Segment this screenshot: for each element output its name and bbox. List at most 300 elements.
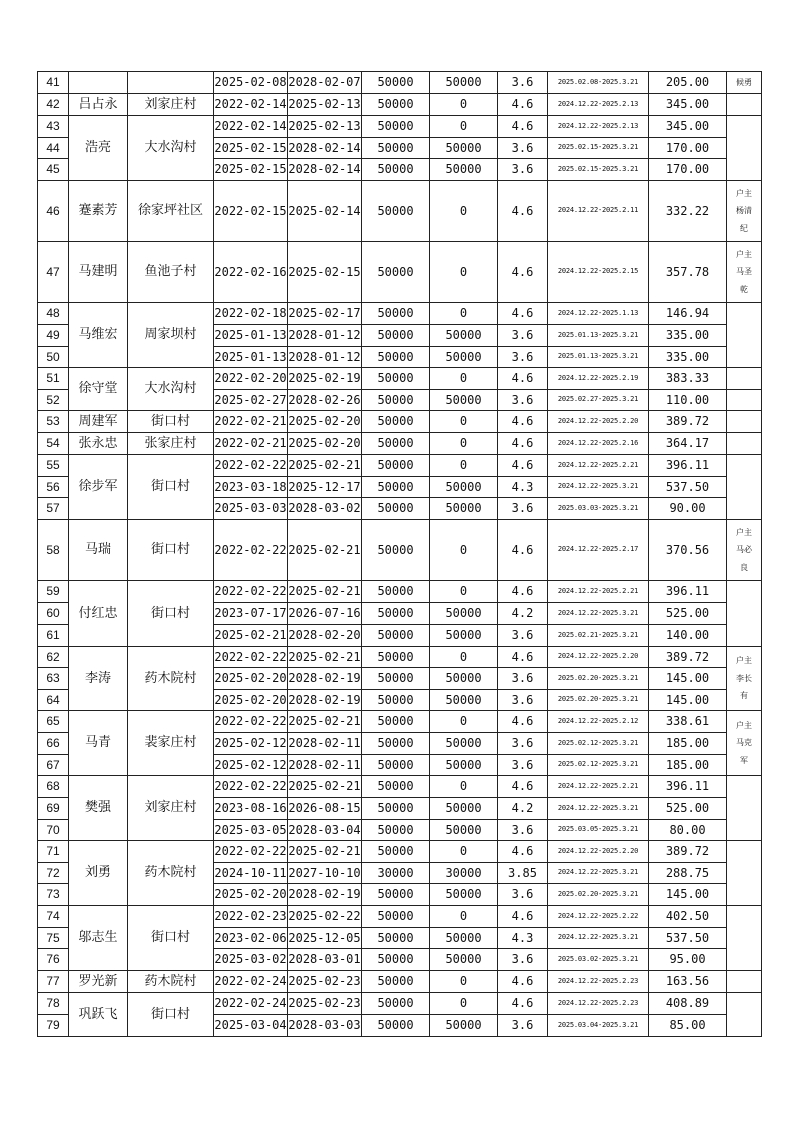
loan-amount: 50000: [362, 498, 430, 520]
interest-amount: 332.22: [649, 181, 727, 242]
remark-line: 马必: [736, 545, 752, 555]
interest-rate: 4.6: [498, 520, 548, 581]
interest-amount: 145.00: [649, 884, 727, 906]
table-row: [38, 993, 762, 1015]
borrower-name: 李涛: [69, 647, 128, 711]
interest-period: 2024.12.22-2025.1.13: [548, 303, 649, 325]
table-row: [38, 711, 762, 733]
interest-amount: 396.11: [649, 776, 727, 798]
remark-line: 杨清: [736, 206, 752, 216]
table-row: [38, 841, 762, 863]
row-number: 41: [38, 72, 69, 94]
interest-period: 2025.01.13-2025.3.21: [548, 325, 649, 347]
loan-amount: 50000: [362, 798, 430, 820]
table-row: [38, 411, 762, 433]
loan-start-date: 2022-02-22: [214, 647, 288, 668]
row-number: 69: [38, 798, 69, 820]
row-number: 49: [38, 325, 69, 347]
interest-amount: 288.75: [649, 863, 727, 884]
remark: [727, 72, 762, 94]
borrower-name: 吕占永: [69, 94, 128, 116]
interest-rate: 4.3: [498, 477, 548, 498]
loan-end-date: 2028-02-14: [288, 159, 362, 181]
loan-end-date: 2025-02-21: [288, 581, 362, 603]
row-number: 73: [38, 884, 69, 906]
loan-start-date: 2022-02-22: [214, 520, 288, 581]
interest-rate: 4.6: [498, 181, 548, 242]
table-row: [38, 181, 762, 242]
loan-balance: 0: [430, 181, 498, 242]
loan-amount: 50000: [362, 72, 430, 94]
loan-amount: 50000: [362, 690, 430, 711]
table-row: [38, 116, 762, 138]
loan-amount: 50000: [362, 668, 430, 690]
loan-amount: 50000: [362, 433, 430, 455]
loan-end-date: 2028-03-04: [288, 820, 362, 841]
loan-balance: 0: [430, 433, 498, 455]
interest-period: 2024.12.22-2025.3.21: [548, 477, 649, 498]
loan-amount: 50000: [362, 368, 430, 390]
interest-period: 2024.12.22-2025.3.21: [548, 798, 649, 820]
interest-rate: 3.6: [498, 347, 548, 368]
interest-rate: 4.6: [498, 841, 548, 863]
row-number: 54: [38, 433, 69, 455]
loan-start-date: 2022-02-24: [214, 993, 288, 1015]
row-number: 56: [38, 477, 69, 498]
row-number: 59: [38, 581, 69, 603]
loan-end-date: 2025-02-22: [288, 906, 362, 928]
loan-start-date: 2025-03-04: [214, 1015, 288, 1037]
row-number: 44: [38, 138, 69, 159]
loan-start-date: 2022-02-15: [214, 181, 288, 242]
village-name: 街口村: [128, 411, 214, 433]
interest-rate: 4.2: [498, 603, 548, 625]
loan-start-date: 2022-02-23: [214, 906, 288, 928]
village-name: 裴家庄村: [128, 711, 214, 776]
remark: [727, 368, 762, 390]
interest-amount: 537.50: [649, 477, 727, 498]
remark-line: 乾: [740, 284, 748, 294]
loan-balance: 50000: [430, 668, 498, 690]
loan-start-date: 2022-02-18: [214, 303, 288, 325]
loan-balance: 0: [430, 776, 498, 798]
loan-amount: 50000: [362, 647, 430, 668]
loan-balance: 0: [430, 647, 498, 668]
interest-amount: 408.89: [649, 993, 727, 1015]
loan-start-date: 2025-02-21: [214, 625, 288, 647]
interest-period: 2024.12.22-2025.2.21: [548, 776, 649, 798]
loan-amount: 50000: [362, 776, 430, 798]
row-number: 79: [38, 1015, 69, 1037]
interest-amount: 95.00: [649, 949, 727, 971]
loan-end-date: 2028-02-26: [288, 390, 362, 411]
loan-start-date: 2023-02-06: [214, 928, 288, 949]
table-body: [38, 72, 762, 1037]
loan-end-date: 2025-02-19: [288, 368, 362, 390]
borrower-name: 徐守堂: [69, 368, 128, 411]
loan-start-date: 2022-02-22: [214, 776, 288, 798]
loan-start-date: 2025-02-20: [214, 668, 288, 690]
interest-period: 2024.12.22-2025.2.23: [548, 993, 649, 1015]
interest-period: 2025.03.05-2025.3.21: [548, 820, 649, 841]
loan-amount: 30000: [362, 863, 430, 884]
loan-balance: 50000: [430, 325, 498, 347]
table-row: [38, 971, 762, 993]
interest-rate: 4.6: [498, 647, 548, 668]
remark: [727, 181, 762, 242]
loan-end-date: 2025-02-21: [288, 841, 362, 863]
interest-rate: 3.85: [498, 863, 548, 884]
loan-amount: 50000: [362, 347, 430, 368]
remark-line: 纪: [740, 223, 748, 233]
loan-end-date: 2028-02-19: [288, 668, 362, 690]
row-number: 67: [38, 755, 69, 776]
loan-amount: 50000: [362, 138, 430, 159]
interest-rate: 3.6: [498, 625, 548, 647]
remark: [727, 841, 762, 906]
loan-balance: 50000: [430, 72, 498, 94]
remark: [727, 242, 762, 303]
row-number: 75: [38, 928, 69, 949]
loan-balance: 0: [430, 993, 498, 1015]
remark: [727, 520, 762, 581]
borrower-name: 浩亮: [69, 116, 128, 181]
interest-period: 2025.03.02-2025.3.21: [548, 949, 649, 971]
borrower-name: 马瑞: [69, 520, 128, 581]
interest-rate: 4.3: [498, 928, 548, 949]
interest-period: 2025.02.08-2025.3.21: [548, 72, 649, 94]
loan-start-date: 2025-03-05: [214, 820, 288, 841]
loan-balance: 50000: [430, 477, 498, 498]
remark: [727, 433, 762, 455]
row-number: 51: [38, 368, 69, 390]
loan-end-date: 2025-02-13: [288, 116, 362, 138]
loan-end-date: 2026-08-15: [288, 798, 362, 820]
table-row: [38, 94, 762, 116]
interest-period: 2025.02.21-2025.3.21: [548, 625, 649, 647]
loan-end-date: 2028-02-14: [288, 138, 362, 159]
interest-rate: 4.2: [498, 798, 548, 820]
interest-rate: 4.6: [498, 993, 548, 1015]
loan-balance: 50000: [430, 755, 498, 776]
loan-start-date: 2023-03-18: [214, 477, 288, 498]
borrower-name: 刘勇: [69, 841, 128, 906]
interest-amount: 85.00: [649, 1015, 727, 1037]
borrower-name: [69, 72, 128, 94]
village-name: 鱼池子村: [128, 242, 214, 303]
loan-end-date: 2025-02-21: [288, 776, 362, 798]
row-number: 45: [38, 159, 69, 181]
interest-amount: 90.00: [649, 498, 727, 520]
loan-start-date: 2025-02-20: [214, 884, 288, 906]
loan-end-date: 2028-02-19: [288, 690, 362, 711]
loan-balance: 50000: [430, 798, 498, 820]
borrower-name: 马青: [69, 711, 128, 776]
loan-balance: 0: [430, 411, 498, 433]
loan-start-date: 2025-02-27: [214, 390, 288, 411]
interest-amount: 80.00: [649, 820, 727, 841]
borrower-name: 马维宏: [69, 303, 128, 368]
interest-period: 2024.12.22-2025.3.21: [548, 863, 649, 884]
borrower-name: 付红忠: [69, 581, 128, 647]
interest-period: 2025.02.15-2025.3.21: [548, 138, 649, 159]
village-name: 街口村: [128, 581, 214, 647]
village-name: 刘家庄村: [128, 94, 214, 116]
remark: [727, 411, 762, 433]
loan-end-date: 2025-02-21: [288, 711, 362, 733]
interest-amount: 357.78: [649, 242, 727, 303]
loan-end-date: 2025-02-14: [288, 181, 362, 242]
interest-amount: 389.72: [649, 411, 727, 433]
interest-period: 2024.12.22-2025.3.21: [548, 928, 649, 949]
table-row: [38, 433, 762, 455]
village-name: 周家坝村: [128, 303, 214, 368]
loan-end-date: 2025-02-23: [288, 971, 362, 993]
loan-amount: 50000: [362, 625, 430, 647]
row-number: 78: [38, 993, 69, 1015]
loan-end-date: 2028-03-03: [288, 1015, 362, 1037]
row-number: 42: [38, 94, 69, 116]
loan-start-date: 2025-02-12: [214, 755, 288, 776]
interest-rate: 4.6: [498, 711, 548, 733]
remark: [727, 993, 762, 1037]
interest-amount: 335.00: [649, 325, 727, 347]
loan-amount: 50000: [362, 928, 430, 949]
loan-end-date: 2028-01-12: [288, 325, 362, 347]
village-name: 大水沟村: [128, 368, 214, 411]
loan-start-date: 2022-02-22: [214, 581, 288, 603]
interest-amount: 364.17: [649, 433, 727, 455]
loan-end-date: 2028-01-12: [288, 347, 362, 368]
interest-amount: 389.72: [649, 841, 727, 863]
row-number: 74: [38, 906, 69, 928]
row-number: 57: [38, 498, 69, 520]
loan-start-date: 2024-10-11: [214, 863, 288, 884]
loan-amount: 50000: [362, 971, 430, 993]
table-row: [38, 581, 762, 603]
loan-amount: 50000: [362, 906, 430, 928]
loan-end-date: 2025-02-21: [288, 520, 362, 581]
loan-start-date: 2022-02-22: [214, 841, 288, 863]
remark-line: 户主: [736, 527, 752, 537]
interest-amount: 396.11: [649, 455, 727, 477]
loan-end-date: 2025-02-15: [288, 242, 362, 303]
loan-balance: 0: [430, 971, 498, 993]
loan-end-date: 2028-03-02: [288, 498, 362, 520]
row-number: 61: [38, 625, 69, 647]
interest-amount: 370.56: [649, 520, 727, 581]
loan-start-date: 2023-08-16: [214, 798, 288, 820]
row-number: 63: [38, 668, 69, 690]
row-number: 65: [38, 711, 69, 733]
interest-amount: 345.00: [649, 94, 727, 116]
interest-rate: 3.6: [498, 755, 548, 776]
loan-balance: 0: [430, 841, 498, 863]
interest-rate: 3.6: [498, 949, 548, 971]
interest-rate: 4.6: [498, 303, 548, 325]
row-number: 60: [38, 603, 69, 625]
interest-period: 2025.02.20-2025.3.21: [548, 690, 649, 711]
table-row: [38, 242, 762, 303]
loan-start-date: 2022-02-21: [214, 411, 288, 433]
interest-amount: 110.00: [649, 390, 727, 411]
row-number: 66: [38, 733, 69, 755]
interest-period: 2025.02.12-2025.3.21: [548, 733, 649, 755]
loan-end-date: 2028-02-19: [288, 884, 362, 906]
loan-end-date: 2025-02-21: [288, 647, 362, 668]
loan-balance: 50000: [430, 347, 498, 368]
loan-amount: 50000: [362, 303, 430, 325]
row-number: 68: [38, 776, 69, 798]
loan-amount: 50000: [362, 390, 430, 411]
loan-amount: 50000: [362, 820, 430, 841]
loan-end-date: 2025-02-20: [288, 411, 362, 433]
loan-start-date: 2025-03-03: [214, 498, 288, 520]
borrower-name: 蹇素芳: [69, 181, 128, 242]
interest-rate: 3.6: [498, 159, 548, 181]
loan-balance: 0: [430, 581, 498, 603]
interest-period: 2024.12.22-2025.2.19: [548, 368, 649, 390]
interest-amount: 525.00: [649, 798, 727, 820]
loan-balance: 0: [430, 520, 498, 581]
remark: [727, 390, 762, 411]
borrower-name: 巩跃飞: [69, 993, 128, 1037]
loan-amount: 50000: [362, 603, 430, 625]
interest-period: 2024.12.22-2025.2.13: [548, 94, 649, 116]
loan-start-date: 2022-02-16: [214, 242, 288, 303]
loan-end-date: 2028-02-07: [288, 72, 362, 94]
interest-amount: 205.00: [649, 72, 727, 94]
borrower-name: 马建明: [69, 242, 128, 303]
interest-amount: 145.00: [649, 690, 727, 711]
interest-amount: 383.33: [649, 368, 727, 390]
interest-period: 2024.12.22-2025.2.17: [548, 520, 649, 581]
interest-rate: 4.6: [498, 368, 548, 390]
interest-period: 2025.02.27-2025.3.21: [548, 390, 649, 411]
interest-period: 2025.01.13-2025.3.21: [548, 347, 649, 368]
loan-balance: 50000: [430, 690, 498, 711]
loan-end-date: 2028-02-20: [288, 625, 362, 647]
table-row: [38, 455, 762, 477]
row-number: 64: [38, 690, 69, 711]
interest-rate: 3.6: [498, 390, 548, 411]
village-name: 大水沟村: [128, 116, 214, 181]
village-name: 张家庄村: [128, 433, 214, 455]
loan-amount: 50000: [362, 520, 430, 581]
interest-period: 2024.12.22-2025.2.15: [548, 242, 649, 303]
loan-end-date: 2028-02-11: [288, 755, 362, 776]
loan-balance: 50000: [430, 928, 498, 949]
loan-amount: 50000: [362, 477, 430, 498]
interest-amount: 170.00: [649, 138, 727, 159]
interest-period: 2025.02.20-2025.3.21: [548, 668, 649, 690]
loan-balance: 0: [430, 455, 498, 477]
loan-end-date: 2028-02-11: [288, 733, 362, 755]
interest-amount: 140.00: [649, 625, 727, 647]
loan-start-date: 2022-02-20: [214, 368, 288, 390]
loan-end-date: 2028-03-01: [288, 949, 362, 971]
remark-line: 马克: [736, 738, 752, 748]
borrower-name: 罗光新: [69, 971, 128, 993]
loan-start-date: 2025-02-15: [214, 159, 288, 181]
loan-amount: 50000: [362, 94, 430, 116]
loan-balance: 0: [430, 242, 498, 303]
loan-amount: 50000: [362, 181, 430, 242]
remark-line: 马圣: [736, 267, 752, 277]
loan-start-date: 2025-02-15: [214, 138, 288, 159]
loan-start-date: 2022-02-22: [214, 711, 288, 733]
loan-end-date: 2025-02-23: [288, 993, 362, 1015]
loan-balance: 0: [430, 116, 498, 138]
remark-line: 良: [740, 562, 748, 572]
remark: [727, 455, 762, 520]
loan-start-date: 2022-02-14: [214, 94, 288, 116]
interest-period: 2025.02.20-2025.3.21: [548, 884, 649, 906]
loan-balance: 50000: [430, 138, 498, 159]
loan-amount: 50000: [362, 455, 430, 477]
remark: [727, 116, 762, 181]
village-name: 药木院村: [128, 971, 214, 993]
loan-balance: 50000: [430, 733, 498, 755]
borrower-name: 邬志生: [69, 906, 128, 971]
loan-start-date: 2022-02-21: [214, 433, 288, 455]
interest-period: 2024.12.22-2025.2.20: [548, 841, 649, 863]
row-number: 46: [38, 181, 69, 242]
loan-balance: 50000: [430, 820, 498, 841]
loan-amount: 50000: [362, 411, 430, 433]
row-number: 71: [38, 841, 69, 863]
loan-balance: 50000: [430, 498, 498, 520]
interest-amount: 338.61: [649, 711, 727, 733]
interest-period: 2024.12.22-2025.2.21: [548, 581, 649, 603]
village-name: 街口村: [128, 455, 214, 520]
village-name: 药木院村: [128, 647, 214, 711]
loan-start-date: 2022-02-22: [214, 455, 288, 477]
interest-amount: 146.94: [649, 303, 727, 325]
remark-line: 户主: [736, 188, 752, 198]
interest-rate: 3.6: [498, 668, 548, 690]
village-name: [128, 72, 214, 94]
interest-rate: 4.6: [498, 94, 548, 116]
interest-rate: 4.6: [498, 242, 548, 303]
village-name: 街口村: [128, 520, 214, 581]
loan-start-date: 2022-02-14: [214, 116, 288, 138]
loan-end-date: 2025-12-05: [288, 928, 362, 949]
loan-balance: 50000: [430, 949, 498, 971]
loan-balance: 50000: [430, 159, 498, 181]
loan-end-date: 2025-02-17: [288, 303, 362, 325]
loan-amount: 50000: [362, 884, 430, 906]
row-number: 62: [38, 647, 69, 668]
loan-start-date: 2025-02-12: [214, 733, 288, 755]
interest-amount: 389.72: [649, 647, 727, 668]
table-row: [38, 368, 762, 390]
remark-line: 有: [740, 691, 748, 701]
interest-amount: 163.56: [649, 971, 727, 993]
borrower-name: 周建军: [69, 411, 128, 433]
loan-amount: 50000: [362, 755, 430, 776]
row-number: 50: [38, 347, 69, 368]
interest-rate: 4.6: [498, 116, 548, 138]
loan-end-date: 2025-12-17: [288, 477, 362, 498]
remark: [727, 906, 762, 971]
borrower-name: 樊强: [69, 776, 128, 841]
loan-balance: 0: [430, 711, 498, 733]
loan-end-date: 2025-02-21: [288, 455, 362, 477]
row-number: 47: [38, 242, 69, 303]
remark: [727, 711, 762, 776]
loan-amount: 50000: [362, 1015, 430, 1037]
